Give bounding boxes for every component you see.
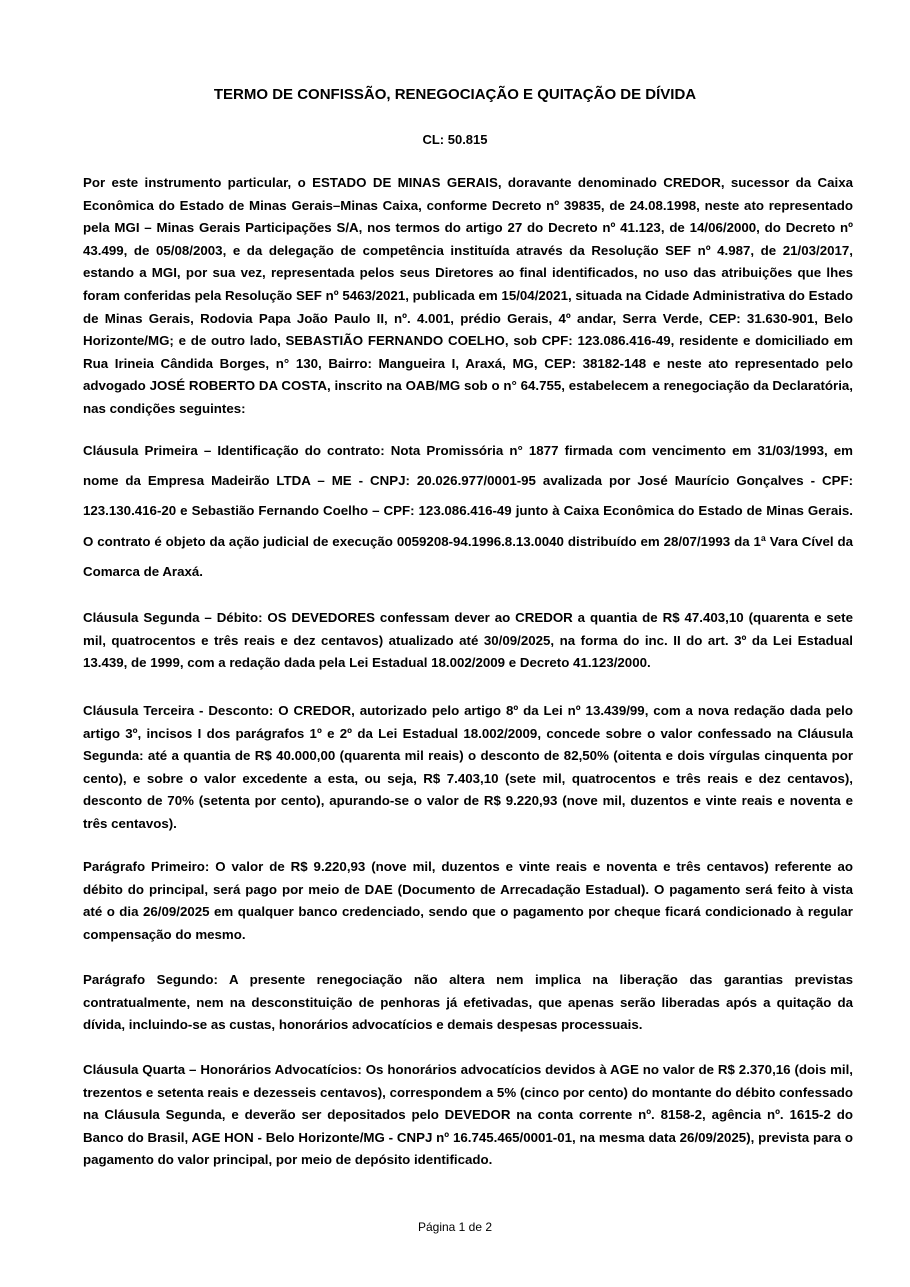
first-subparagraph: Parágrafo Primeiro: O valor de R$ 9.220,93 (nove mil, duzentos e vinte reais e noventa e três centavos) referente ao débito do principal, será pago por meio de DAE (Documento de Arrecadação Estadual). O pagamento será feito à vista até o dia 26/09/2025 em qualquer banco credenciado, sendo que o pagamento por cheque ficará condicionado à regular compensação do mesmo. (83, 859, 853, 942)
document-reference: CL: 50.815 (422, 132, 488, 147)
document-title: TERMO DE CONFISSÃO, RENEGOCIAÇÃO E QUITAÇÃO DE DÍVIDA (213, 86, 697, 103)
second-subparagraph: Parágrafo Segundo: A presente renegociação não altera nem implica na liberação das garantias previstas contratualmente, nem na desconstituição de penhoras já efetivadas, que apenas serão liberadas após a quitação da dívida, incluindo-se as custas, honorários advocatícios e demais despesas processuais. (83, 972, 853, 1033)
preamble-paragraph: Por este instrumento particular, o ESTADO DE MINAS GERAIS, doravante denominado CREDOR, sucessor da Caixa Econômica do Estado de Minas Gerais–Minas Caixa, conforme Decreto nº 39835, de 24.08.1998, neste ato representado pela MGI – Minas Gerais Participações S/A, nos termos do artigo 27 do Decreto nº 41.123, de 14/06/2000, do Decreto nº 43.499, de 05/08/2003, e da delegação de competência instituída através da Resolução SEF nº 4.987, de 21/03/2017, estando a MGI, por sua vez, representada pelos seus Diretores ao final identificados, no uso das atribuições que lhes foram conferidas pela Resolução SEF nº 5463/2021, publicada em 15/04/2021, situada na Cidade Administrativa do Estado de Minas Gerais, Rodovia Papa João Paulo II, nº. 4.001, prédio Gerais, 4º andar, Serra Verde, CEP: 31.630-901, Belo Horizonte/MG; e de outro lado, SEBASTIÃO FERNANDO COELHO, sob CPF: 123.086.416-49, residente e domiciliado em Rua Irineia Cândida Borges, n° 130, Bairro: Mangueira I, Araxá, MG, CEP: 38182-148 e neste ato representado pelo advogado JOSÉ ROBERTO DA COSTA, inscrito na OAB/MG sob o n° 64.755, estabelecem a renegociação da Declaratória, nas condições seguintes: (83, 175, 853, 416)
clause-first-paragraph: Cláusula Primeira – Identificação do contrato: Nota Promissória n° 1877 firmada com vencimento em 31/03/1993, em nome da Empresa Madeirão LTDA – ME - CNPJ: 20.026.977/0001-95 avalizada por José Maurício Gonçalves - CPF: 123.130.416-20 e Sebastião Fernando Coelho – CPF: 123.086.416-49 junto à Caixa Econômica do Estado de Minas Gerais. O contrato é objeto da ação judicial de execução 0059208-94.1996.8.13.0040 distribuído em 28/07/1993 da 1ª Vara Cível da Comarca de Araxá. (83, 443, 853, 579)
clause-fourth-paragraph: Cláusula Quarta – Honorários Advocatícios: Os honorários advocatícios devidos à AGE no valor de R$ 2.370,16 (dois mil, trezentos e setenta reais e dezesseis centavos), correspondem a 5% (cinco por cento) do montante do débito confessado na Cláusula Segunda, e deverão ser depositados pelo DEVEDOR na conta corrente nº. 8158-2, agência nº. 1615-2 do Banco do Brasil, AGE HON - Belo Horizonte/MG - CNPJ nº 16.745.465/0001-01, na mesma data 26/09/2025), prevista para o pagamento do valor principal, por meio de depósito identificado. (83, 1062, 853, 1168)
clause-second-paragraph: Cláusula Segunda – Débito: OS DEVEDORES confessam dever ao CREDOR a quantia de R$ 47.403,10 (quarenta e sete mil, quatrocentos e três reais e dez centavos) atualizado até 30/09/2025, na forma do inc. II do art. 3º da Lei Estadual 13.439, de 1999, com a redação dada pela Lei Estadual 18.002/2009 e Decreto 41.123/2000. (83, 610, 853, 671)
clause-third-paragraph: Cláusula Terceira - Desconto: O CREDOR, autorizado pelo artigo 8º da Lei nº 13.439/99, com a nova redação dada pelo artigo 3º, incisos I dos parágrafos 1º e 2º da Lei Estadual 18.002/2009, concede sobre o valor confessado na Cláusula Segunda: até a quantia de R$ 40.000,00 (quarenta mil reais) o desconto de 82,50% (oitenta e dois vírgulas cinquenta por cento), e sobre o valor excedente a esta, ou seja, R$ 7.403,10 (sete mil, quatrocentos e três reais e dez centavos), desconto de 70% (setenta por cento), apurando-se o valor de R$ 9.220,93 (nove mil, duzentos e vinte reais e noventa e três centavos). (83, 703, 853, 831)
page-number: Página 1 de 2 (417, 1220, 493, 1234)
